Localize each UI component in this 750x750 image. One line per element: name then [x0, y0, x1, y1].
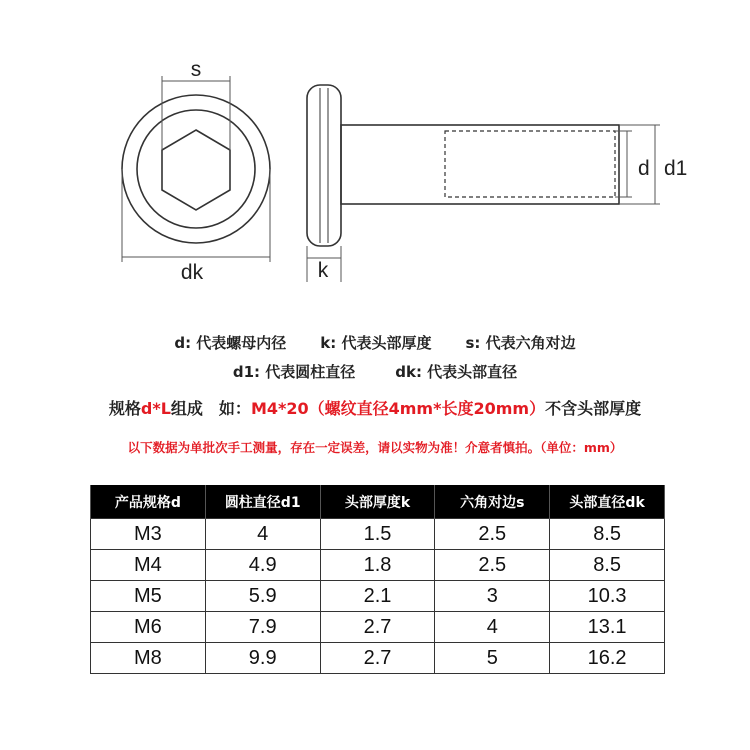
spec-suffix: 不含头部厚度: [545, 399, 642, 418]
cell-s: 2.5: [435, 550, 550, 581]
cell-s: 5: [435, 643, 550, 674]
cell-spec: M4: [91, 550, 206, 581]
table-row: [91, 612, 665, 643]
cell-s: 2.5: [435, 519, 550, 550]
legend-d: d: 代表螺母内径: [174, 334, 287, 352]
cell-dk: 16.2: [550, 643, 665, 674]
label-d: d: [638, 157, 650, 180]
cell-k: 2.7: [320, 612, 435, 643]
cell-d1: 5.9: [205, 581, 320, 612]
cell-d1: 7.9: [205, 612, 320, 643]
header-s: 六角对边s: [435, 485, 550, 519]
legend-k: k: 代表头部厚度: [320, 334, 432, 352]
cell-spec: M3: [91, 519, 206, 550]
header-spec-d: 产品规格d: [91, 485, 206, 519]
dimension-d: [615, 131, 632, 197]
cell-spec: M5: [91, 581, 206, 612]
spec-format-line: [0, 396, 750, 419]
table-header-row: [91, 485, 665, 519]
legend-line-1: [0, 332, 750, 353]
label-d1: d1: [664, 157, 688, 180]
cell-d1: 4: [205, 519, 320, 550]
cell-dk: 8.5: [550, 550, 665, 581]
table-row: [91, 550, 665, 581]
label-dk: dk: [180, 261, 204, 284]
header-k: 头部厚度k: [320, 485, 435, 519]
table-row: [91, 581, 665, 612]
dimension-dk: [122, 169, 270, 262]
spec-example: M4*20（螺纹直径4mm*长度20mm）: [250, 399, 546, 418]
cell-s: 3: [435, 581, 550, 612]
cell-spec: M6: [91, 612, 206, 643]
bolt-top-view: [122, 95, 270, 243]
table-row: [91, 519, 665, 550]
bolt-diagram: [0, 0, 750, 300]
cell-k: 2.1: [320, 581, 435, 612]
spec-formula: d*L: [140, 399, 171, 418]
cell-k: 1.5: [320, 519, 435, 550]
measurement-note: 以下数据为单批次手工测量，存在一定误差，请以实物为准！介意者慎拍。（单位：mm）: [127, 440, 623, 455]
cell-s: 4: [435, 612, 550, 643]
spec-prefix: 规格: [108, 399, 141, 418]
cell-spec: M8: [91, 643, 206, 674]
cell-d1: 4.9: [205, 550, 320, 581]
table-row: [91, 643, 665, 674]
cell-k: 1.8: [320, 550, 435, 581]
header-dk: 头部直径dk: [550, 485, 665, 519]
cell-d1: 9.9: [205, 643, 320, 674]
cell-dk: 10.3: [550, 581, 665, 612]
legend-d1: d1: 代表圆柱直径: [232, 363, 356, 381]
bolt-side-view: [307, 85, 619, 246]
cell-dk: 13.1: [550, 612, 665, 643]
legend-dk: dk: 代表头部直径: [395, 363, 518, 381]
spec-table: [90, 485, 665, 674]
label-s: s: [190, 58, 202, 81]
cell-dk: 8.5: [550, 519, 665, 550]
legend-line-2: [0, 361, 750, 382]
dimension-s: [162, 76, 230, 150]
label-k: k: [317, 259, 329, 282]
legend-s: s: 代表六角对边: [465, 334, 576, 352]
header-d1: 圆柱直径d1: [205, 485, 320, 519]
spec-middle: 组成 如：: [170, 399, 251, 418]
cell-k: 2.7: [320, 643, 435, 674]
